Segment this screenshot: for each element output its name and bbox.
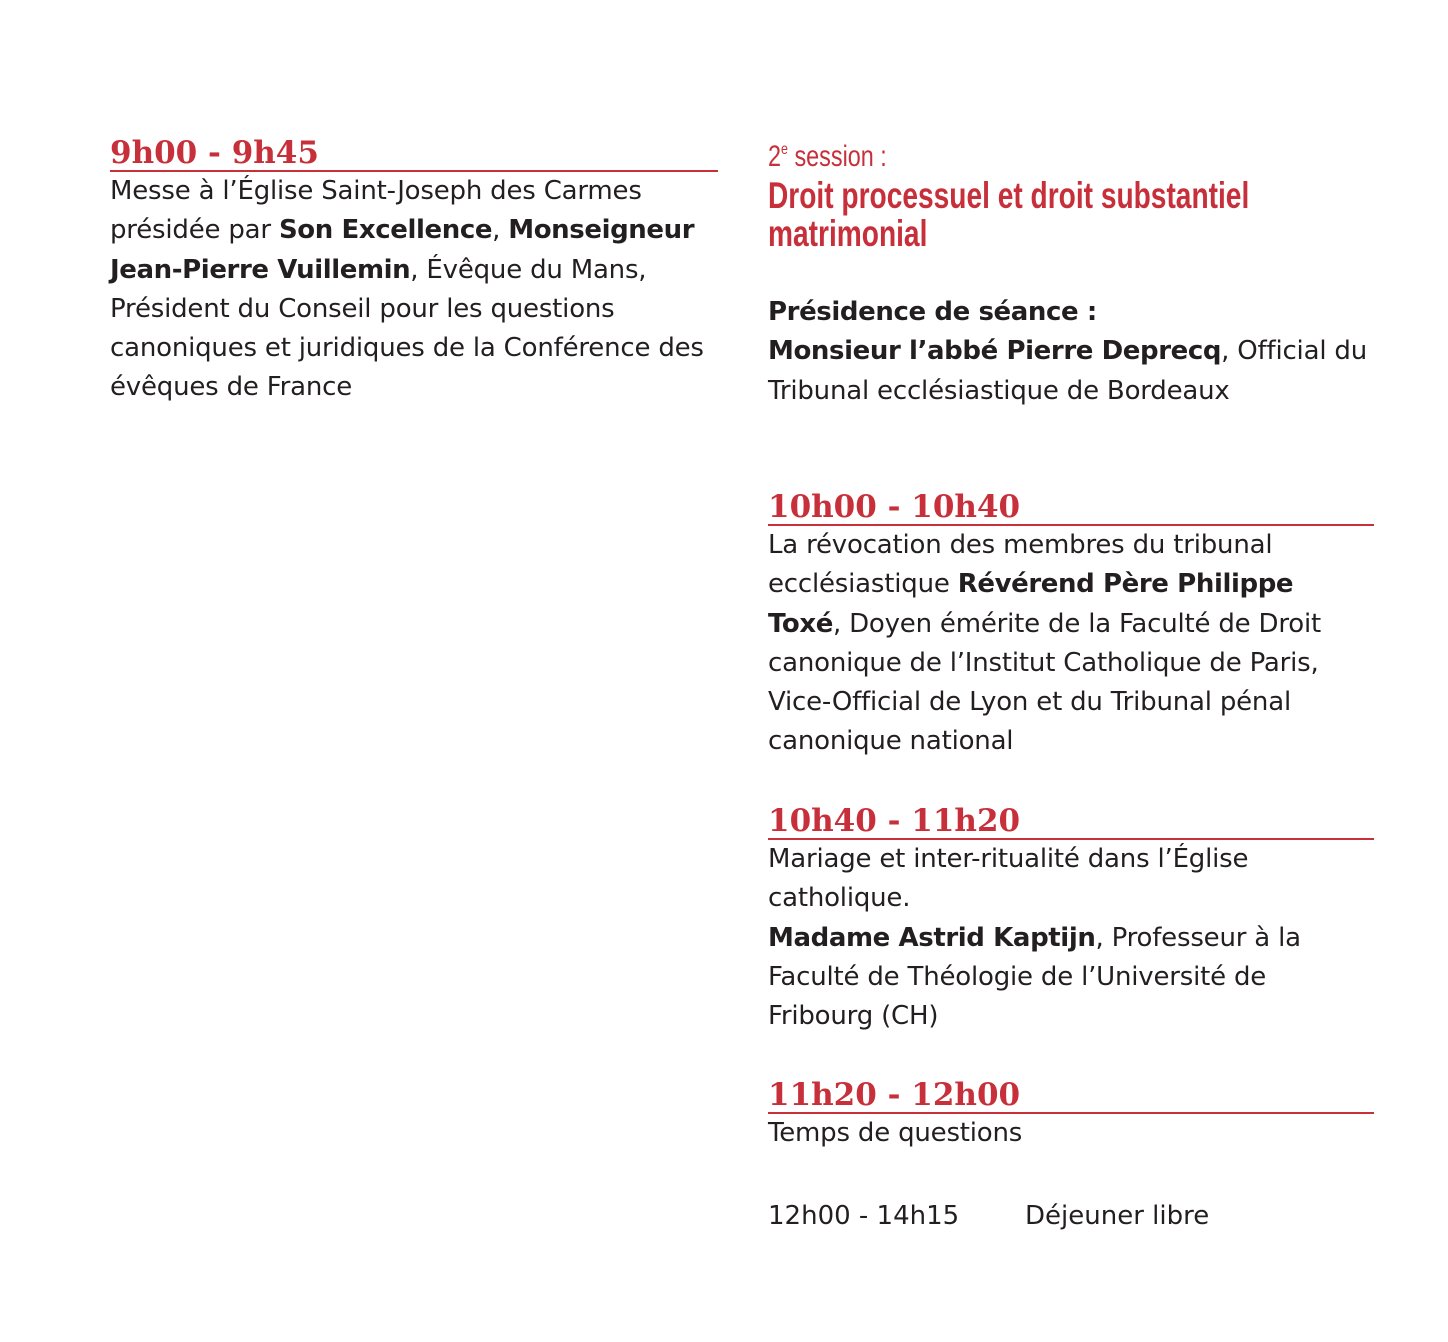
session-title: Droit processuel et droit substantiel matrimonial (768, 175, 1250, 254)
speaker-name: Madame Astrid Kaptijn (768, 922, 1096, 953)
time-heading: 11h20 - 12h00 (768, 1078, 1374, 1114)
lunch-time: 12h00 - 14h15 (768, 1201, 960, 1231)
slot-10h00 (768, 490, 1374, 762)
mass-description: Messe à l’Église Saint-Joseph des Carmes présidée par Son Excellence, Monseigneur Jean-Pierre Vuillemin, Évêque du Mans, Président du Conseil pour les questions canoniques et juridiques de la Conférence des évêques de France (110, 176, 704, 403)
session-header (768, 130, 1374, 253)
presidence-heading: Présidence de séance : (768, 297, 1097, 327)
time-heading: 9h00 - 9h45 (110, 136, 718, 172)
slot-10h40 (768, 804, 1374, 1036)
lunch-row (768, 1197, 1374, 1236)
slot-description: La révocation des membres du tribunal ecclésiastique Révérend Père Philippe Toxé, Doyen émérite de la Faculté de Droit canonique de l’Institut Catholique de Paris, Vice-Official de Lyon et du Tribunal pénal canonique national (768, 530, 1321, 757)
time-heading: 10h00 - 10h40 (768, 490, 1374, 526)
mass-section (110, 136, 718, 408)
lunch-label: Déjeuner libre (1025, 1201, 1210, 1231)
slot-description: Temps de questions (768, 1118, 1023, 1148)
slot-11h20 (768, 1078, 1374, 1153)
speaker-title: Son Excellence (278, 215, 493, 246)
session-number: 2e session : (768, 140, 887, 173)
time-heading: 10h40 - 11h20 (768, 804, 1374, 840)
slot-description: Mariage et inter-ritualité dans l’Église catholique. Madame Astrid Kaptijn, Professeur à la Faculté de Théologie de l’Université de Fribourg (CH) (768, 844, 1301, 1032)
presidence-role: , Official du Tribunal ecclésiastique de Bordeaux (768, 336, 1367, 406)
speaker-name: Révérend Père Philippe Toxé (768, 569, 1294, 639)
speaker-name: Monseigneur Jean-Pierre Vuillemin (110, 215, 695, 285)
presidence-section (768, 293, 1374, 411)
presidence-name: Monsieur l’abbé Pierre Deprecq (768, 336, 1222, 367)
